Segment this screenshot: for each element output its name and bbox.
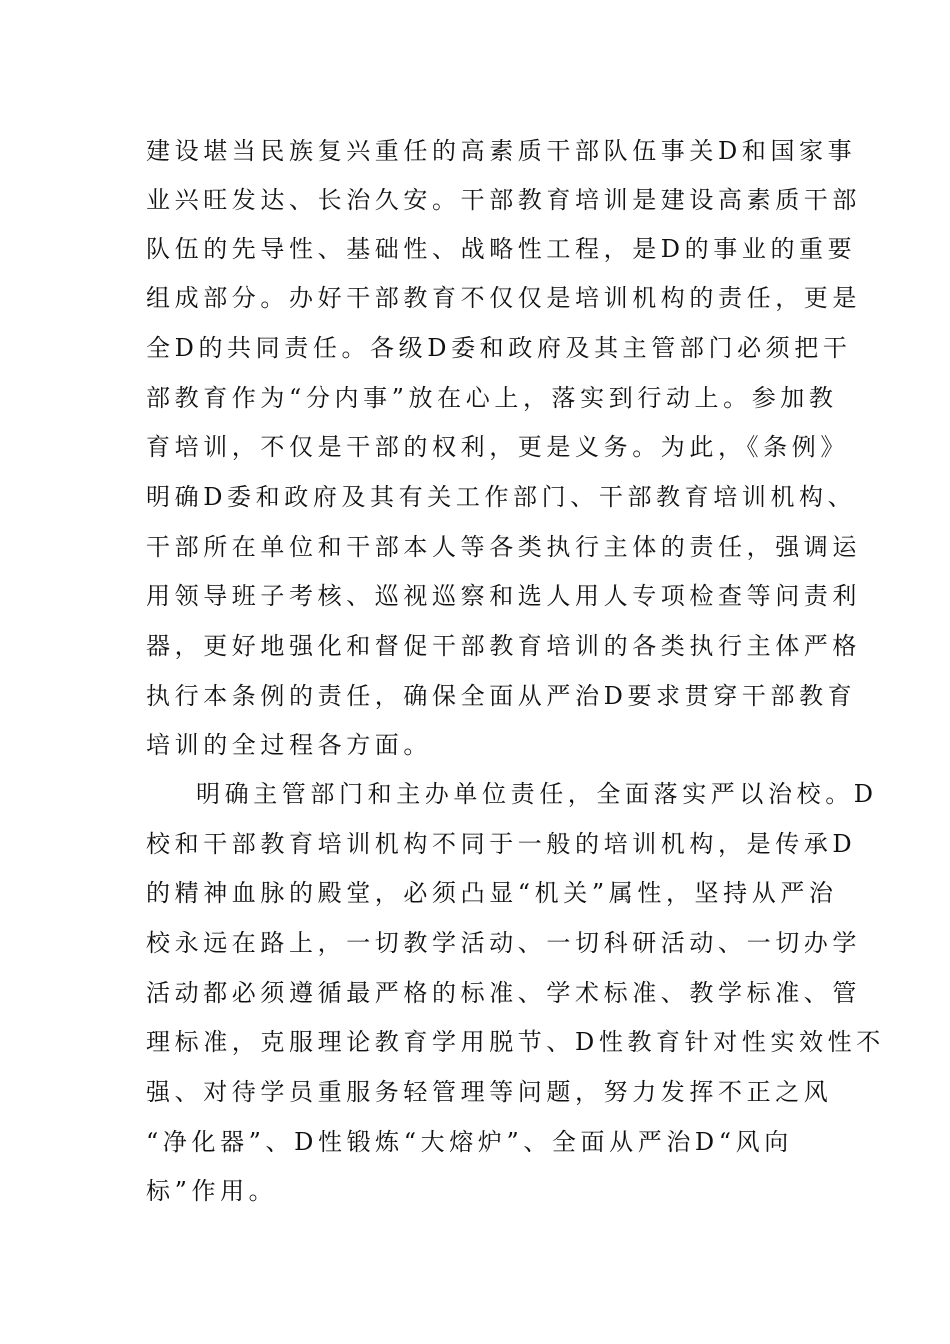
paragraph-2-line-7: 强、对待学员重服务轻管理等问题，努力发挥不正之风 [146, 1078, 833, 1106]
paragraph-1-line-3: 队伍的先导性、基础性、战略性工程，是D的事业的重要 [146, 235, 857, 263]
paragraph-2-line-6: 理标准，克服理论教育学用脱节、D性教育针对性实效性不 [146, 1028, 885, 1056]
paragraph-2-line-1: 明确主管部门和主办单位责任，全面落实严以治校。D [196, 780, 878, 808]
paragraph-1-line-7: 育培训，不仅是干部的权利，更是义务。为此，《条例》 [146, 433, 849, 461]
paragraph-1-line-4: 组成部分。办好干部教育不仅仅是培训机构的责任，更是 [146, 284, 861, 312]
paragraph-2-line-4: 校永远在路上，一切教学活动、一切科研活动、一切办学 [146, 929, 861, 957]
paragraph-2-line-3: 的精神血脉的殿堂，必须凸显“机关”属性，坚持从严治 [146, 879, 838, 907]
paragraph-1-line-8: 明确D委和政府及其有关工作部门、干部教育培训机构、 [146, 483, 857, 511]
paragraph-1-line-5: 全D的共同责任。各级D委和政府及其主管部门必须把干 [146, 334, 852, 362]
paragraph-2-line-5: 活动都必须遵循最严格的标准、学术标准、教学标准、管 [146, 979, 861, 1007]
paragraph-1-line-13: 培训的全过程各方面。 [146, 731, 432, 759]
paragraph-1-line-1: 建设堪当民族复兴重任的高素质干部队伍事关D和国家事 [146, 137, 857, 165]
paragraph-2-line-2: 校和干部教育培训机构不同于一般的培训机构，是传承D [146, 830, 857, 858]
paragraph-1-line-6: 部教育作为“分内事”放在心上，落实到行动上。参加教 [146, 384, 838, 412]
paragraph-1-line-12: 执行本条例的责任，确保全面从严治D要求贯穿干部教育 [146, 682, 857, 710]
paragraph-1-line-10: 用领导班子考核、巡视巡察和选人用人专项检查等问责利 [146, 582, 861, 610]
paragraph-1-line-11: 器，更好地强化和督促干部教育培训的各类执行主体严格 [146, 632, 861, 660]
paragraph-1-line-9: 干部所在单位和干部本人等各类执行主体的责任，强调运 [146, 533, 861, 561]
paragraph-2-line-9: 标”作用。 [146, 1177, 278, 1205]
paragraph-1-line-2: 业兴旺发达、长治久安。干部教育培训是建设高素质干部 [146, 186, 861, 214]
paragraph-2-line-8: “净化器”、D性锻炼“大熔炉”、全面从严治D“风向 [146, 1128, 793, 1156]
